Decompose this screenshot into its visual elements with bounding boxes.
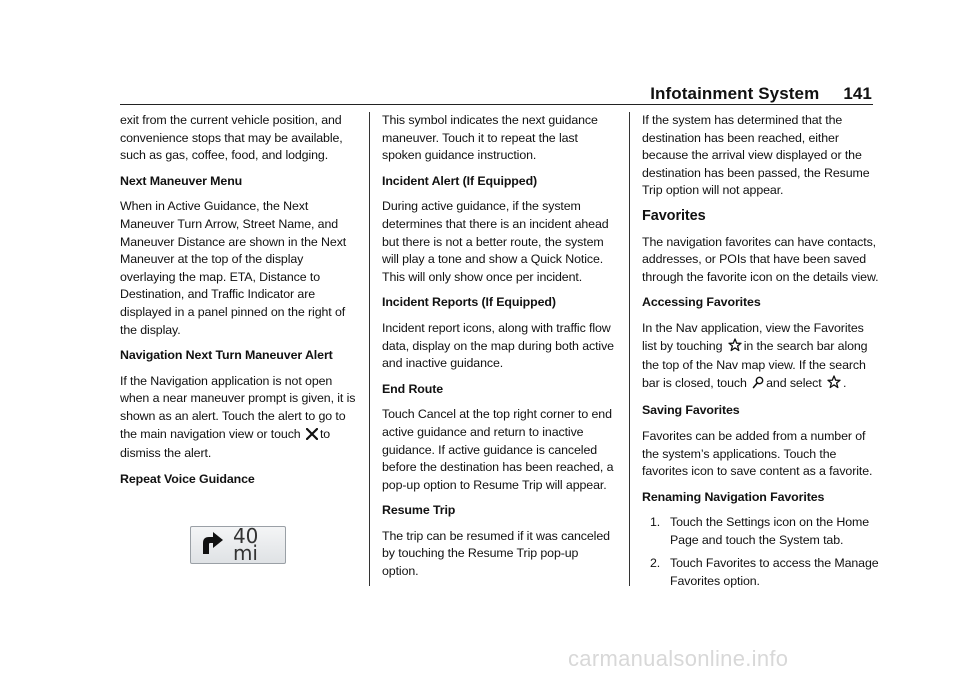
subheading: Saving Favorites [642,403,740,418]
next-maneuver-image [190,523,286,566]
text-run: . [842,375,847,390]
paragraph: When in Active Guidance, the Next Maneuver Turn Arrow, Street Name, and Maneuver Distance are shown in the Next Maneuver at the top of the display overlaying the map. ETA, Distance to Destination, and Traffic Indicator are displayed in a panel pinned on the right of the display. [120,199,347,337]
page-number: 141 [843,84,872,103]
text-run: and select [766,375,822,390]
step-number: 2. [650,556,661,571]
text-run: If the Navigation application is not open when a near maneuver prompt is given, it is shown as an alert. Touch the alert to go to the main navigation view or touch [120,373,356,441]
star-icon [728,338,742,358]
list-item [642,514,880,549]
subheading: Resume Trip [382,503,456,518]
subheading: Incident Reports (If Equipped) [382,295,556,310]
column-3 [642,112,880,597]
paragraph: If the system has determined that the destination has been reached, either because the arrival view displayed or the destination has been passed, the Resume Trip option will not appear. [642,113,870,198]
paragraph: This symbol indicates the next guidance maneuver. Touch it to repeat the last spoken guidance instruction. [382,113,598,163]
close-icon [306,428,318,446]
step-text: Touch the Settings icon on the Home Page and touch the System tab. [670,515,870,547]
text-run: to dismiss the alert. [120,426,331,461]
search-icon [752,376,764,395]
steps-list [642,514,880,590]
column-divider [629,112,630,586]
step-number: 1. [650,515,661,530]
subheading: Accessing Favorites [642,295,761,310]
subheading: Repeat Voice Guidance [120,471,255,486]
column-2 [382,112,616,589]
subheading: Renaming Navigation Favorites [642,489,825,504]
header-rule [120,104,873,105]
text-run: In the Nav application, view the Favorites list by touching [642,320,864,353]
paragraph: The trip can be resumed if it was canceled by touching the Resume Trip pop-up option. [382,528,610,579]
paragraph [120,373,356,463]
subheading: Incident Alert (If Equipped) [382,173,538,188]
turn-right-arrow-icon [197,529,225,561]
paragraph: exit from the current vehicle position, and convenience stops that may be available, such as gas, coffee, food, and lodging. [120,113,343,163]
subheading: Navigation Next Turn Maneuver Alert [120,348,333,363]
paragraph [642,320,880,394]
section-title: Infotainment System [650,84,820,103]
paragraph: Incident report icons, along with traffic flow data, display on the map during both active and inactive guidance. [382,320,614,371]
paragraph: Touch Cancel at the top right corner to end active guidance and return to inactive guidance. If active guidance is canceled before the destination has been reached, a pop-up option to Resume Trip will appear. [382,407,614,492]
section-heading: Favorites [642,207,706,224]
column-1 [120,112,356,564]
list-item [642,555,880,590]
step-text: Touch Favorites to access the Manage Favorites option. [670,556,879,589]
column-divider [369,112,370,586]
star-icon [827,375,841,395]
page-header [650,84,872,104]
watermark: carmanualsonline.info [568,646,789,671]
paragraph: The navigation favorites can have contacts, addresses, or POIs that have been saved through the favorite icon on the details view. [642,234,879,284]
subheading: End Route [382,381,444,396]
paragraph: Favorites can be added from a number of the system’s applications. Touch the favorites icon to save content as a favorite. [642,428,873,479]
paragraph: During active guidance, if the system determines that there is an incident ahead but there is not a better route, the system will play a tone and show a Quick Notice. This will only show once per incident. [382,199,609,284]
subheading: Next Maneuver Menu [120,173,243,188]
text-run: in the search bar along the top of the Nav map view. If the search bar is closed, touch [642,338,868,390]
maneuver-distance: 40 mi [233,523,259,566]
